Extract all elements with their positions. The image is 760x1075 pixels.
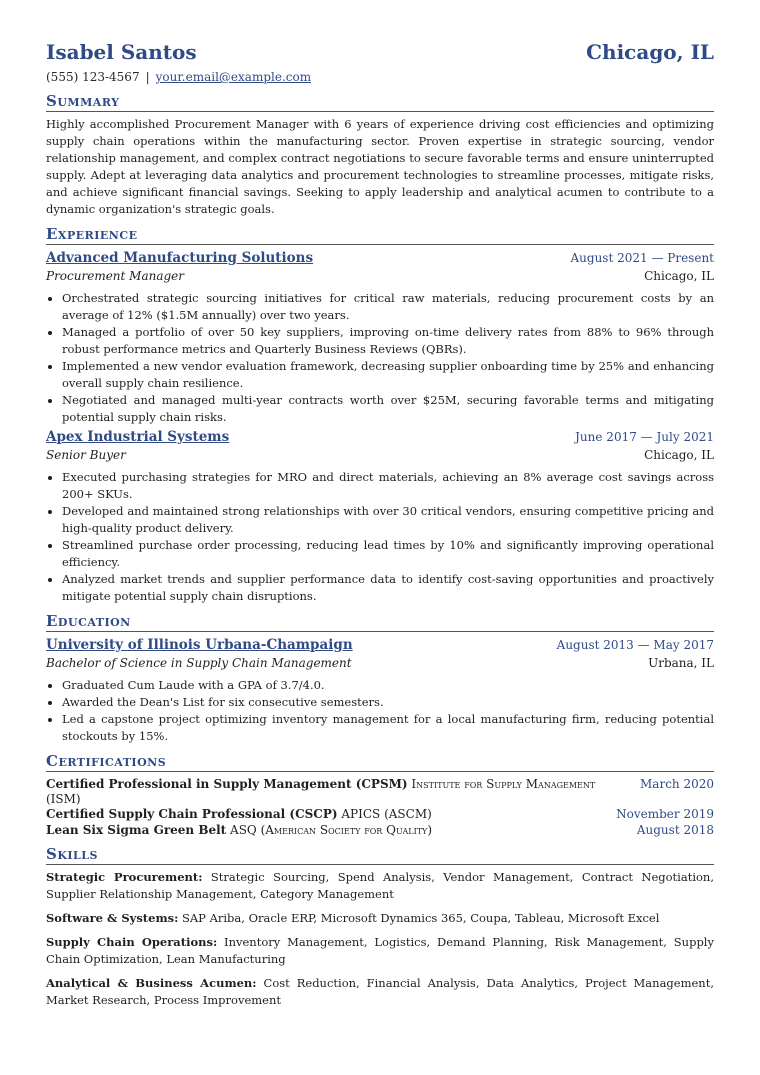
company-name[interactable]: Advanced Manufacturing Solutions xyxy=(46,250,314,266)
achievement-list xyxy=(46,290,714,426)
education-item: • Led a capstone project optimizing inventory management for a local manufacturing firm, reducing potential stockouts by 15%. xyxy=(62,711,714,745)
skill-category: Strategic Procurement: xyxy=(46,870,203,884)
certification-item xyxy=(46,822,714,838)
education-highlights xyxy=(46,677,714,745)
certification-issuer: American Society for Quality xyxy=(265,823,428,837)
school-location: Urbana, IL xyxy=(648,656,714,670)
employment-dates: June 2017 — July 2021 xyxy=(575,430,714,444)
certification-issuer: APICS (ASCM) xyxy=(341,807,432,821)
job-title: Procurement Manager xyxy=(46,269,185,283)
certification-issuer-suffix: ) xyxy=(427,823,433,837)
skill-category: Supply Chain Operations: xyxy=(46,935,218,949)
section-title-education: Education xyxy=(46,612,714,632)
education-item: • Awarded the Dean's List for six consecutive semesters. xyxy=(62,694,714,711)
skill-group xyxy=(46,869,714,903)
job-location: Chicago, IL xyxy=(644,269,714,283)
skill-category: Software & Systems: xyxy=(46,911,179,925)
education-item: • Graduated Cum Laude with a GPA of 3.7/4.0. xyxy=(62,677,714,694)
certification-issuer-prefix: ASQ ( xyxy=(230,823,266,837)
email-link[interactable]: your.email@example.com xyxy=(155,70,312,84)
employment-dates: August 2021 — Present xyxy=(570,251,714,265)
certification-issuer-continuation: (ISM) xyxy=(46,792,81,806)
school-name[interactable]: University of Illinois Urbana-Champaign xyxy=(46,637,353,653)
skill-list: SAP Ariba, Oracle ERP, Microsoft Dynamics 365, Coupa, Tableau, Microsoft Excel xyxy=(182,911,660,925)
certification-item xyxy=(46,776,714,792)
achievement-item: • Negotiated and managed multi-year contracts worth over $25M, securing favorable terms and mitigating potential supply chain risks. xyxy=(62,392,714,426)
contact-separator: | xyxy=(145,70,150,84)
resume-header xyxy=(46,40,714,64)
certification-name: Certified Professional in Supply Management (CPSM) xyxy=(46,777,408,791)
achievement-list xyxy=(46,469,714,605)
experience-entry xyxy=(46,249,714,426)
certification-date: March 2020 xyxy=(640,777,714,791)
skill-group xyxy=(46,934,714,968)
contact-line xyxy=(46,69,714,85)
certification-date: November 2019 xyxy=(616,807,714,821)
achievement-item: • Managed a portfolio of over 50 key suppliers, improving on-time delivery rates from 88% to 96% through robust performance metrics and Quarterly Business Reviews (QBRs). xyxy=(62,324,714,358)
phone-number: (555) 123-4567 xyxy=(46,70,140,84)
company-name[interactable]: Apex Industrial Systems xyxy=(46,429,230,445)
section-title-summary: Summary xyxy=(46,92,714,112)
degree: Bachelor of Science in Supply Chain Management xyxy=(46,656,352,670)
certification-issuer: Institute for Supply Management xyxy=(411,777,596,791)
education-dates: August 2013 — May 2017 xyxy=(556,638,714,652)
section-title-certifications: Certifications xyxy=(46,752,714,772)
certification-item xyxy=(46,806,714,822)
achievement-item: • Analyzed market trends and supplier performance data to identify cost-saving opportunities and proactively mitigate potential supply chain disruptions. xyxy=(62,571,714,605)
summary-text: Highly accomplished Procurement Manager with 6 years of experience driving cost efficiencies and optimizing supply chain operations within the manufacturing sector. Proven expertise in strategic sourcing, vendor relationship management, and complex contract negotiations to secure favorable terms and ensure uninterrupted supply. Adept at leveraging data analytics and procurement technologies to streamline processes, mitigate risks, and achieve significant financial savings. Seeking to apply leadership and analytical acumen to contribute to a dynamic organization's strategic goals. xyxy=(46,117,714,216)
certification-name: Lean Six Sigma Green Belt xyxy=(46,823,227,837)
job-location: Chicago, IL xyxy=(644,448,714,462)
skill-list: Inventory Management, Logistics, Demand Planning, Risk Management, Supply Chain Optimization, Lean Manufacturing xyxy=(46,935,714,966)
candidate-location: Chicago, IL xyxy=(586,40,714,64)
education-entry xyxy=(46,636,714,745)
section-title-skills: Skills xyxy=(46,845,714,865)
skill-list: Cost Reduction, Financial Analysis, Data Analytics, Project Management, Market Research, Process Improvement xyxy=(46,976,714,1007)
certification-date: August 2018 xyxy=(636,823,714,837)
skill-list: Strategic Sourcing, Spend Analysis, Vendor Management, Contract Negotiation, Supplier Relationship Management, Category Management xyxy=(46,870,714,901)
candidate-name: Isabel Santos xyxy=(46,40,197,64)
achievement-item: • Orchestrated strategic sourcing initiatives for critical raw materials, reducing procurement costs by an average of 12% ($1.5M annually) over two years. xyxy=(62,290,714,324)
experience-entry xyxy=(46,428,714,605)
skill-group xyxy=(46,910,714,927)
skill-category: Analytical & Business Acumen: xyxy=(46,976,257,990)
achievement-item: • Developed and maintained strong relationships with over 30 critical vendors, ensuring competitive pricing and high-quality product delivery. xyxy=(62,503,714,537)
skill-group xyxy=(46,975,714,1009)
achievement-item: • Implemented a new vendor evaluation framework, decreasing supplier onboarding time by 25% and enhancing overall supply chain resilience. xyxy=(62,358,714,392)
certification-name: Certified Supply Chain Professional (CSCP) xyxy=(46,807,338,821)
achievement-item: • Streamlined purchase order processing, reducing lead times by 10% and significantly improving operational efficiency. xyxy=(62,537,714,571)
section-title-experience: Experience xyxy=(46,225,714,245)
achievement-item: • Executed purchasing strategies for MRO and direct materials, achieving an 8% average cost savings across 200+ SKUs. xyxy=(62,469,714,503)
job-title: Senior Buyer xyxy=(46,448,126,462)
